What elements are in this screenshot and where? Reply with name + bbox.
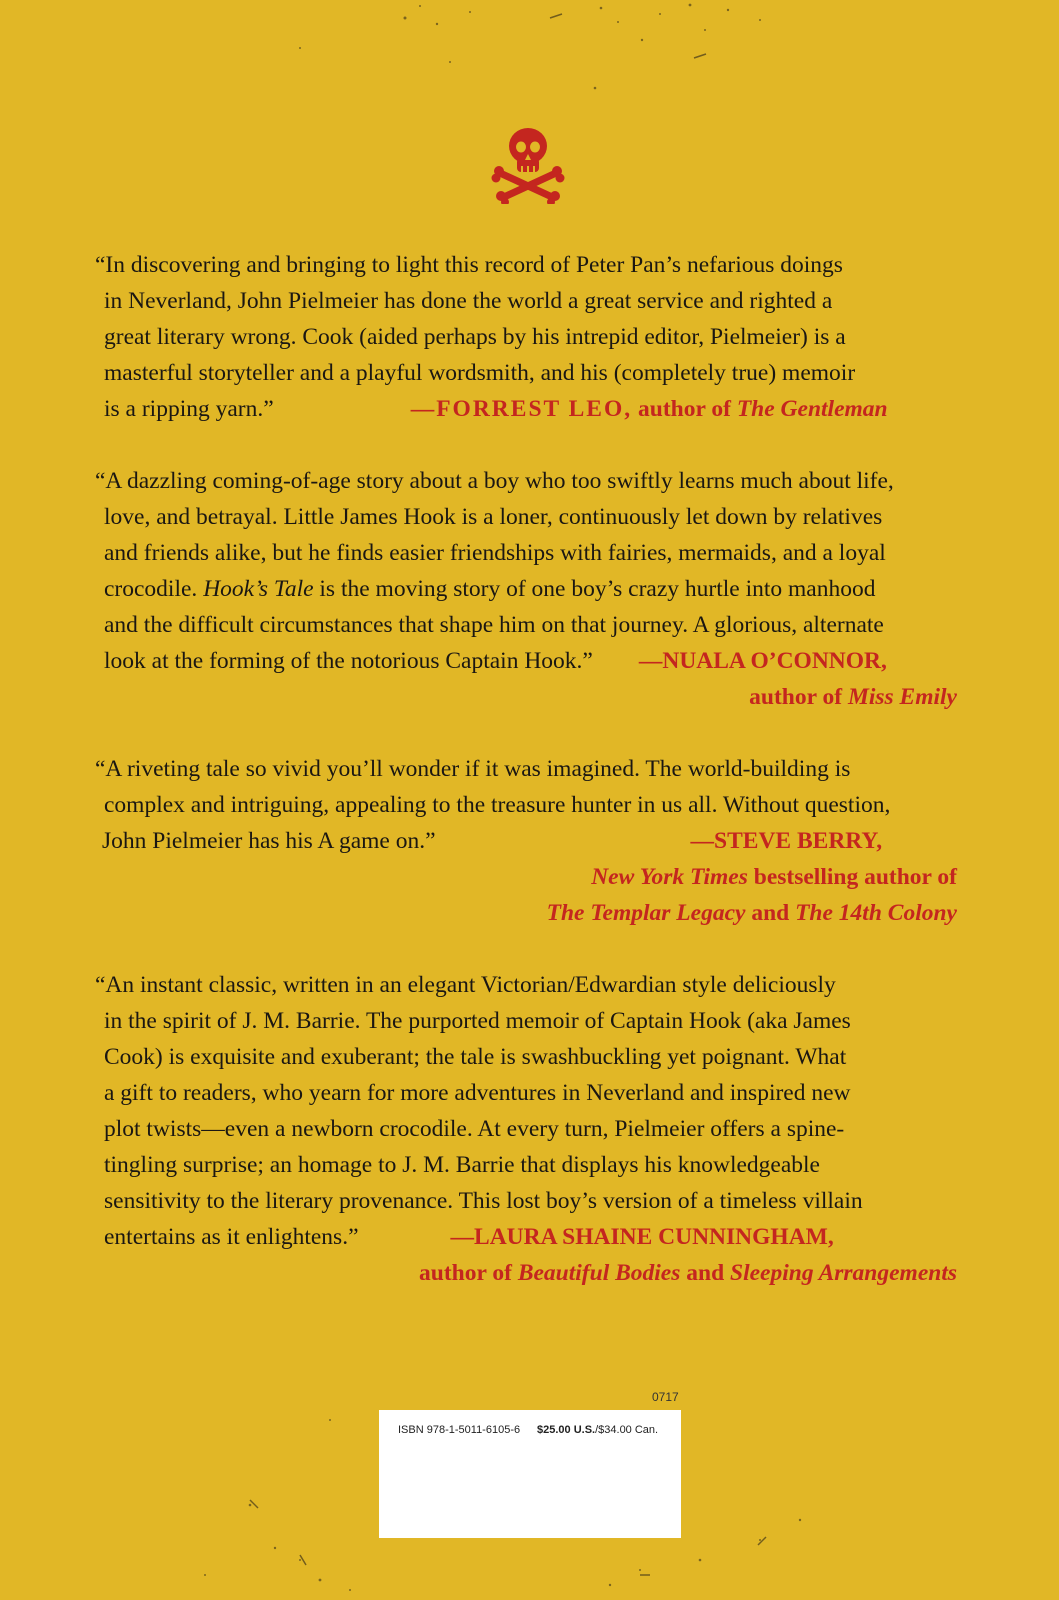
quote-line-last bbox=[95, 1219, 963, 1255]
attribution-role: author of bbox=[749, 684, 848, 710]
attribution-name: —FORREST LEO, bbox=[410, 396, 633, 422]
quote-line: “In discovering and bringing to light this record of Peter Pan’s nefarious doings bbox=[95, 252, 843, 278]
attribution-role: author of bbox=[632, 396, 737, 422]
price-can: $34.00 Can. bbox=[598, 1424, 659, 1436]
attribution-book-title: Sleeping Arrangements bbox=[730, 1260, 957, 1286]
quote-line-last bbox=[95, 823, 963, 859]
attribution-conjunction: and bbox=[680, 1260, 731, 1286]
isbn-number: ISBN 978-1-5011-6105-6 bbox=[398, 1424, 521, 1436]
attribution-book-title: The 14th Colony bbox=[795, 900, 957, 926]
attribution-name: —NUALA O’CONNOR, bbox=[638, 648, 887, 674]
quote-line: tingling surprise; an homage to J. M. Barrie that displays his knowledgeable bbox=[104, 1152, 820, 1178]
attribution-books-line bbox=[95, 895, 963, 931]
quote-text: entertains as it enlightens.” bbox=[104, 1224, 359, 1250]
quote-text: crocodile. bbox=[104, 576, 204, 602]
quote-line: masterful storyteller and a playful wordsmith, and his (completely true) memoir bbox=[104, 360, 856, 386]
attribution-role-line bbox=[95, 859, 963, 895]
attribution-book-title: Miss Emily bbox=[847, 684, 957, 710]
barcode-box bbox=[379, 1410, 681, 1538]
attribution-book-title: The Templar Legacy bbox=[546, 900, 746, 926]
quote-text: look at the forming of the notorious Captain Hook.” bbox=[104, 648, 593, 674]
quote-line: in the spirit of J. M. Barrie. The purported memoir of Captain Hook (aka James bbox=[104, 1008, 851, 1034]
publication-title: New York Times bbox=[591, 864, 748, 890]
attribution-book-title: The Gentleman bbox=[736, 396, 888, 422]
attribution-role: bestselling author of bbox=[747, 864, 957, 890]
quote-text: is the moving story of one boy’s crazy hurtle into manhood bbox=[313, 576, 876, 602]
blurb-steve-berry bbox=[95, 751, 963, 931]
price-us: $25.00 U.S. bbox=[537, 1424, 596, 1436]
quote-line: complex and intriguing, appealing to the treasure hunter in us all. Without question, bbox=[104, 792, 891, 818]
product-code: 0717 bbox=[652, 1390, 679, 1404]
quote-line: plot twists—even a newborn crocodile. At every turn, Pielmeier offers a spine- bbox=[104, 1116, 845, 1142]
quote-line: “A riveting tale so vivid you’ll wonder if it was imagined. The world-building is bbox=[95, 756, 851, 782]
quote-line: Cook) is exquisite and exuberant; the tale is swashbuckling yet poignant. What bbox=[104, 1044, 847, 1070]
quote-line: “An instant classic, written in an elegant Victorian/Edwardian style deliciously bbox=[95, 972, 836, 998]
attribution bbox=[411, 396, 888, 422]
attribution-name: —STEVE BERRY, bbox=[690, 828, 883, 854]
quote-line: in Neverland, John Pielmeier has done the world a great service and righted a bbox=[104, 288, 833, 314]
attribution-role: author of bbox=[419, 1260, 518, 1286]
quote-line: great literary wrong. Cook (aided perhaps by his intrepid editor, Pielmeier) is a bbox=[104, 324, 846, 350]
quote-line-last bbox=[95, 643, 963, 679]
book-title: Hook’s Tale bbox=[203, 576, 314, 602]
quote-line: and the difficult circumstances that shape him on that journey. A glorious, alternate bbox=[104, 612, 884, 638]
skull-and-crossbones-icon bbox=[488, 124, 568, 204]
quote-text: John Pielmeier has his A game on.” bbox=[102, 828, 436, 854]
quote-line: a gift to readers, who yearn for more adventures in Neverland and inspired new bbox=[104, 1080, 851, 1106]
blurb-laura-shaine-cunningham bbox=[95, 967, 963, 1291]
quote-line: sensitivity to the literary provenance. This lost boy’s version of a timeless villain bbox=[104, 1188, 863, 1214]
attribution-role-line bbox=[95, 679, 963, 715]
attribution-conjunction: and bbox=[745, 900, 796, 926]
price-label bbox=[537, 1424, 658, 1436]
quote-line: love, and betrayal. Little James Hook is a loner, continuously let down by relatives bbox=[104, 504, 883, 530]
quote-line: and friends alike, but he finds easier friendships with fairies, mermaids, and a loyal bbox=[104, 540, 886, 566]
price-separator: / bbox=[595, 1424, 599, 1436]
attribution-name: —LAURA SHAINE CUNNINGHAM, bbox=[450, 1224, 834, 1250]
attribution-book-title: Beautiful Bodies bbox=[517, 1260, 681, 1286]
blurb-forrest-leo bbox=[95, 247, 963, 427]
quote-line: “A dazzling coming-of-age story about a boy who too swiftly learns much about life, bbox=[95, 468, 894, 494]
quote-line-last bbox=[95, 391, 963, 427]
blurb-nuala-oconnor bbox=[95, 463, 963, 715]
attribution-role-line bbox=[95, 1255, 963, 1291]
quote-line bbox=[95, 571, 963, 607]
quote-text: is a ripping yarn.” bbox=[104, 396, 274, 422]
